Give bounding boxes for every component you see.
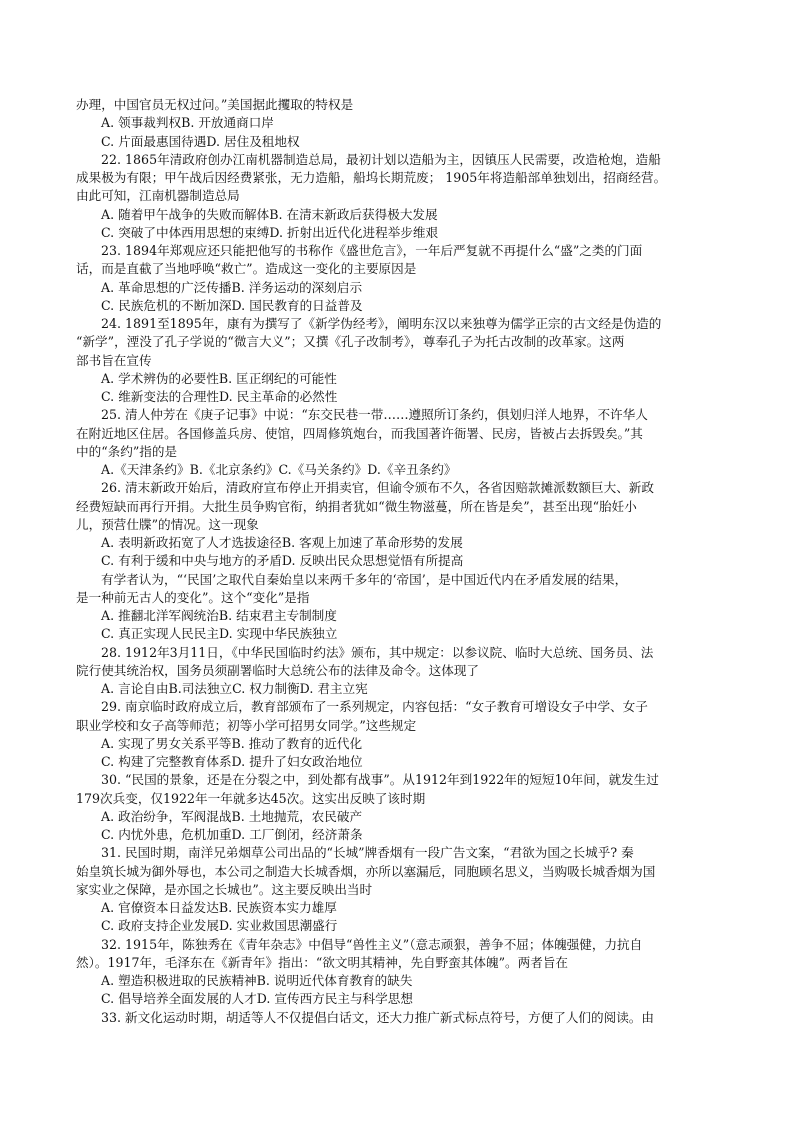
text-line: 由此可知，江南机器制造总局 bbox=[76, 188, 240, 204]
question-line: 31. 民国时期，南洋兄弟烟草公司出品的“长城”牌香烟有一段广告文案，“君欲为国之长城乎? 秦 bbox=[101, 845, 634, 861]
answer-options-line: A. 实现了男女关系平等B. 推动了教育的近代化 bbox=[101, 735, 363, 751]
exam-text-block bbox=[76, 96, 726, 1027]
answer-options-line: A. 革命思想的广泛传播B. 洋务运动的深刻启示 bbox=[101, 279, 363, 295]
text-line: 儿，预营仕牒”的情况。这一现象 bbox=[76, 516, 259, 532]
answer-options-line: C. 内忧外患，危机加重D. 工厂倒闭，经济萧条 bbox=[101, 827, 363, 842]
question-line: 33. 新文化运动时期，胡适等人不仅提倡白话文，还大力推广新式标点符号，方便了人们的阅读。由 bbox=[101, 1009, 654, 1025]
question-line: 有学者认为，“‘民国’之取代自秦始皇以来两千多年的‘帝国’，是中国近代内在矛盾发展的结果， bbox=[101, 571, 628, 587]
text-line: 经费短缺而再行开捐。大批生员争购官衔，纳捐者犹如“微生物滋蔓，所在皆是矣”，甚至出现“胎妊小 bbox=[76, 498, 637, 514]
answer-options-line: A. 领事裁判权B. 开放通商口岸 bbox=[101, 115, 274, 131]
text-line: 家实业之保障，是亦国之长城也”。这主要反映出当时 bbox=[76, 881, 373, 897]
text-line: 始皇筑长城为御外辱也，本公司之制造大长城香烟，亦所以塞漏卮，同胞顾名思义，当购吸长城香烟为国 bbox=[76, 863, 656, 879]
text-line: 办理，中国官员无权过问。”美国据此攫取的特权是 bbox=[76, 97, 354, 112]
question-line: 29. 南京临时政府成立后，教育部颁布了一系列规定，内容包括：“女子教育可增设女子中学、女子 bbox=[101, 699, 648, 715]
answer-options-line: A. 政治纷争，军阀混战B. 土地抛荒，农民破产 bbox=[101, 808, 363, 824]
answer-options-line: A. 表明新政拓宽了人才选拔途径B. 客观上加速了革命形势的发展 bbox=[101, 535, 463, 550]
text-line: 部书旨在宣传 bbox=[76, 352, 152, 368]
text-line: 179次兵变，仅1922年一年就多达45次。这实出反映了该时期 bbox=[76, 790, 426, 806]
text-line: 话，而是直截了当地呼唤“救亡”。造成这一变化的主要原因是 bbox=[76, 261, 417, 277]
answer-options-line: C. 真正实现人民民主D. 实现中华民族独立 bbox=[101, 626, 338, 642]
answer-options-line: A. 言论自由B.司法独立C. 权力制衡D. 君主立宪 bbox=[101, 681, 368, 696]
text-line: 职业学校和女子高等师范；初等小学可招男女同学。”这些规定 bbox=[76, 717, 417, 733]
answer-options-line: A. 官僚资本日益发达B. 民族资本实力雄厚 bbox=[101, 900, 337, 915]
answer-options-line: C. 倡导培养全面发展的人才D. 宣传西方民主与科学思想 bbox=[101, 991, 413, 1007]
answer-options-line: A. 推翻北洋军阀统治B. 结束君主专制制度 bbox=[101, 608, 337, 623]
question-line: 23. 1894年郑观应还只能把他写的书称作《盛世危言》，一年后严复就不再提什么“盛”之类的门面 bbox=[101, 243, 643, 258]
question-line: 24. 1891至1895年，康有为撰写了《新学伪经考》，阐明东汉以来独尊为儒学正宗的古文经是伪造的 bbox=[101, 316, 662, 331]
text-line: “新学”，湮没了孔子学说的“微言大义”；又撰《孔子改制考》，尊奉孔子为托古改制的改革家。这两 bbox=[76, 334, 625, 350]
answer-options-line: C. 突破了中体西用思想的束缚D. 折射出近代化进程举步维艰 bbox=[101, 224, 439, 240]
answer-options-line: C. 政府支持企业发展D. 实业救国思潮盛行 bbox=[101, 918, 338, 934]
answer-options-line: C. 维新变法的合理性D. 民主革命的必然性 bbox=[101, 389, 338, 404]
answer-options-line: C. 有利于缓和中央与地方的矛盾D. 反映出民众思想觉悟有所提高 bbox=[101, 553, 464, 569]
question-line: 22. 1865年清政府创办江南机器制造总局，最初计划以造船为主，因镇压人民需要，改造枪炮，造船 bbox=[101, 151, 661, 167]
text-line: 是一种前无古人的变化”。这个“变化”是指 bbox=[76, 589, 310, 605]
question-line: 28. 1912年3月11日，《中华民国临时约法》颁布，其中规定：以参议院、临时大总统、国务员、法 bbox=[101, 644, 654, 660]
text-line: 在附近地区住居。各国修盖兵房、使馆，四周修筑炮台，而我国著许衙署、民房，皆被占去拆毁矣。”其 bbox=[76, 425, 643, 441]
question-line: 32. 1915年，陈独秀在《青年杂志》中倡导“兽性主义”（意志顽狠，善争不屈；体魄强健，力抗自 bbox=[101, 936, 643, 952]
text-line: 成果极为有限；甲午战后因经费紧张，无力造船，船坞长期荒废； 1905年将造船部单独划出，招商经营。 bbox=[76, 170, 667, 185]
answer-options-line: A. 学术辨伪的必要性B. 匡正纲纪的可能性 bbox=[101, 370, 337, 386]
question-line: 30. “民国的景象，还是在分裂之中，到处都有战事”。从1912年到1922年的短短10年间，就发生过 bbox=[101, 772, 659, 788]
answer-options-line: A.《天津条约》B.《北京条约》C.《马关条约》D.《辛丑条约》 bbox=[101, 462, 457, 477]
question-line: 26. 清末新政开始后，清政府宣布停止开捐卖官，但谕令颁布不久，各省因赔款摊派数额巨大、新政 bbox=[101, 480, 654, 496]
text-line: 中的“条约”指的是 bbox=[76, 443, 178, 459]
text-line: 然）。1917年，毛泽东在《新青年》指出：“欲文明其精神，先自野蛮其体魄”。两者旨在 bbox=[76, 954, 569, 970]
answer-options-line: A. 随着甲午战争的失败而解体B. 在清末新政后获得极大发展 bbox=[101, 206, 438, 222]
question-line: 25. 清人仲芳在《庚子记事》中说：“东交民巷一带……遵照所订条约，俱划归洋人地界，不许华人 bbox=[101, 407, 648, 423]
text-line: 院行使其统治权，国务员须副署临时大总统公布的法律及命令。这体现了 bbox=[76, 662, 479, 678]
answer-options-line: C. 片面最惠国待遇D. 居住及租地权 bbox=[101, 133, 300, 149]
answer-options-line: C. 构建了完整教育体系D. 提升了妇女政治地位 bbox=[101, 754, 363, 769]
answer-options-line: A. 塑造积极进取的民族精神B. 说明近代体育教育的缺失 bbox=[101, 973, 413, 988]
answer-options-line: C. 民族危机的不断加深D. 国民教育的日益普及 bbox=[101, 297, 363, 313]
